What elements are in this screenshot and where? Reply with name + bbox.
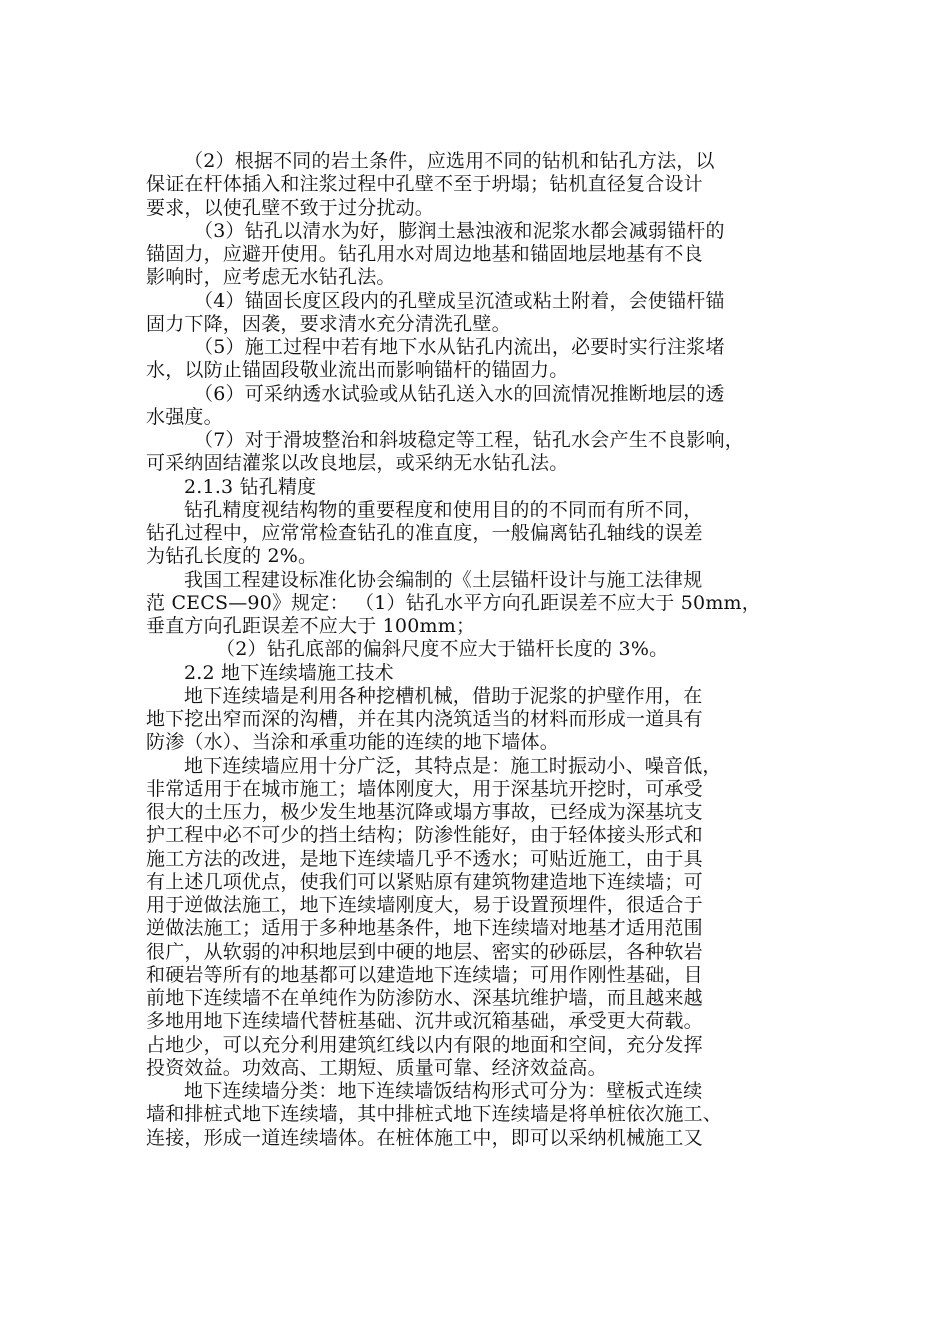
paragraph-line: 地下连续墙应用十分广泛，其特点是：施工时振动小、噪音低，: [184, 754, 722, 777]
paragraph-line: 施工方法的改进，是地下连续墙几乎不透水；可贴近施工，由于具: [146, 847, 703, 870]
paragraph-line: 连接，形成一道连续墙体。在桩体施工中，即可以采纳机械施工又: [146, 1126, 703, 1149]
paragraph-line: 地下连续墙分类：地下连续墙饭结构形式可分为：壁板式连续: [184, 1080, 703, 1102]
paragraph-line: 防渗（水）、当涂和承重功能的连续的地下墙体。: [146, 731, 559, 754]
paragraph-line: （2）钻孔底部的偏斜尺度不应大于锚杆长度的 3%。: [216, 638, 669, 661]
paragraph-line: 为钻孔长度的 2%。: [146, 545, 318, 568]
paragraph-line: 有上述几项优点，使我们可以紧贴原有建筑物建造地下连续墙；可: [146, 870, 703, 893]
document-body: [146, 150, 826, 1150]
paragraph-line: （6）可采纳透水试验或从钻孔送入水的回流情况推断地层的透: [194, 382, 725, 405]
paragraph-line: 影响时，应考虑无水钻孔法。: [146, 266, 396, 289]
paragraph-line: 地下挖出窄而深的沟槽，并在其内浇筑适当的材料而形成一道具有: [146, 708, 703, 730]
paragraph-line: （3）钻孔以清水为好，膨润土悬浊液和泥浆水都会减弱锚杆的: [194, 219, 725, 242]
paragraph-line: （4）锚固长度区段内的孔壁成呈沉渣或粘土附着，会使锚杆锚: [194, 289, 725, 312]
paragraph-line: 可采纳固结灌浆以改良地层，或采纳无水钻孔法。: [146, 452, 569, 475]
paragraph-line: 保证在杆体插入和注浆过程中孔壁不至于坍塌；钻机直径复合设计: [146, 173, 703, 196]
paragraph-line: 护工程中必不可少的挡土结构；防渗性能好，由于轻体接头形式和: [146, 824, 703, 847]
section-heading: 2.1.3 钻孔精度: [184, 475, 317, 498]
paragraph-line: 固力下降，因袭，要求清水充分清洗孔壁。: [146, 312, 511, 335]
paragraph-line: 要求，以使孔壁不致于过分扰动。: [146, 196, 435, 219]
paragraph-line: （7）对于滑坡整治和斜坡稳定等工程，钻孔水会产生不良影响，: [194, 429, 744, 451]
paragraph-line: 水强度。: [146, 405, 223, 428]
paragraph-line: （2）根据不同的岩土条件，应选用不同的钻机和钻孔方法，以: [184, 150, 715, 172]
paragraph-line: 钻孔过程中，应常常检查钻孔的准直度，一般偏离钻孔轴线的误差: [146, 522, 703, 544]
paragraph-line: 逆做法施工；适用于多种地基条件，地下连续墙对地基才适用范围: [146, 917, 703, 940]
paragraph-line: 垂直方向孔距误差不应大于 100mm；: [146, 615, 476, 637]
paragraph-line: 地下连续墙是利用各种挖槽机械，借助于泥浆的护壁作用，在: [184, 684, 703, 707]
paragraph-line: 水，以防止锚固段敬业流出而影响锚杆的锚固力。: [146, 359, 569, 382]
paragraph-line: 非常适用于在城市施工；墙体刚度大，用于深基坑开挖时，可承受: [146, 777, 703, 800]
paragraph-line: 锚固力，应避开使用。钻孔用水对周边地基和锚固地层地基有不良: [146, 243, 703, 265]
paragraph-line: 钻孔精度视结构物的重要程度和使用目的的不同而有所不同，: [184, 498, 703, 521]
paragraph-line: 我国工程建设标准化协会编制的《土层锚杆设计与施工法律规: [184, 568, 703, 591]
paragraph-line: 占地少，可以充分利用建筑红线以内有限的地面和空间，充分发挥: [146, 1033, 703, 1056]
paragraph-line: 前地下连续墙不在单纯作为防渗防水、深基坑维护墙，而且越来越: [146, 987, 703, 1009]
paragraph-line: 和硬岩等所有的地基都可以建造地下连续墙；可用作刚性基础，目: [146, 963, 703, 986]
paragraph-line: 范 CECS—90》规定： （1）钻孔水平方向孔距误差不应大于 50mm，: [146, 591, 761, 614]
paragraph-line: 用于逆做法施工，地下连续墙刚度大，易于设置预埋件，很适合于: [146, 894, 703, 916]
paragraph-line: 投资效益。功效高、工期短、质量可靠、经济效益高。: [146, 1056, 607, 1079]
paragraph-line: 很广，从软弱的冲积地层到中硬的地层、密实的砂砾层，各种软岩: [146, 940, 703, 963]
paragraph-line: 多地用地下连续墙代替桩基础、沉井或沉箱基础，承受更大荷载。: [146, 1010, 703, 1033]
section-heading: 2.2 地下连续墙施工技术: [184, 661, 394, 684]
paragraph-line: 墙和排桩式地下连续墙，其中排桩式地下连续墙是将单桩依次施工、: [146, 1103, 723, 1126]
paragraph-line: （5）施工过程中若有地下水从钻孔内流出，必要时实行注浆堵: [194, 336, 725, 358]
paragraph-line: 很大的土压力，极少发生地基沉降或塌方事故，已经成为深基坑支: [146, 801, 703, 823]
